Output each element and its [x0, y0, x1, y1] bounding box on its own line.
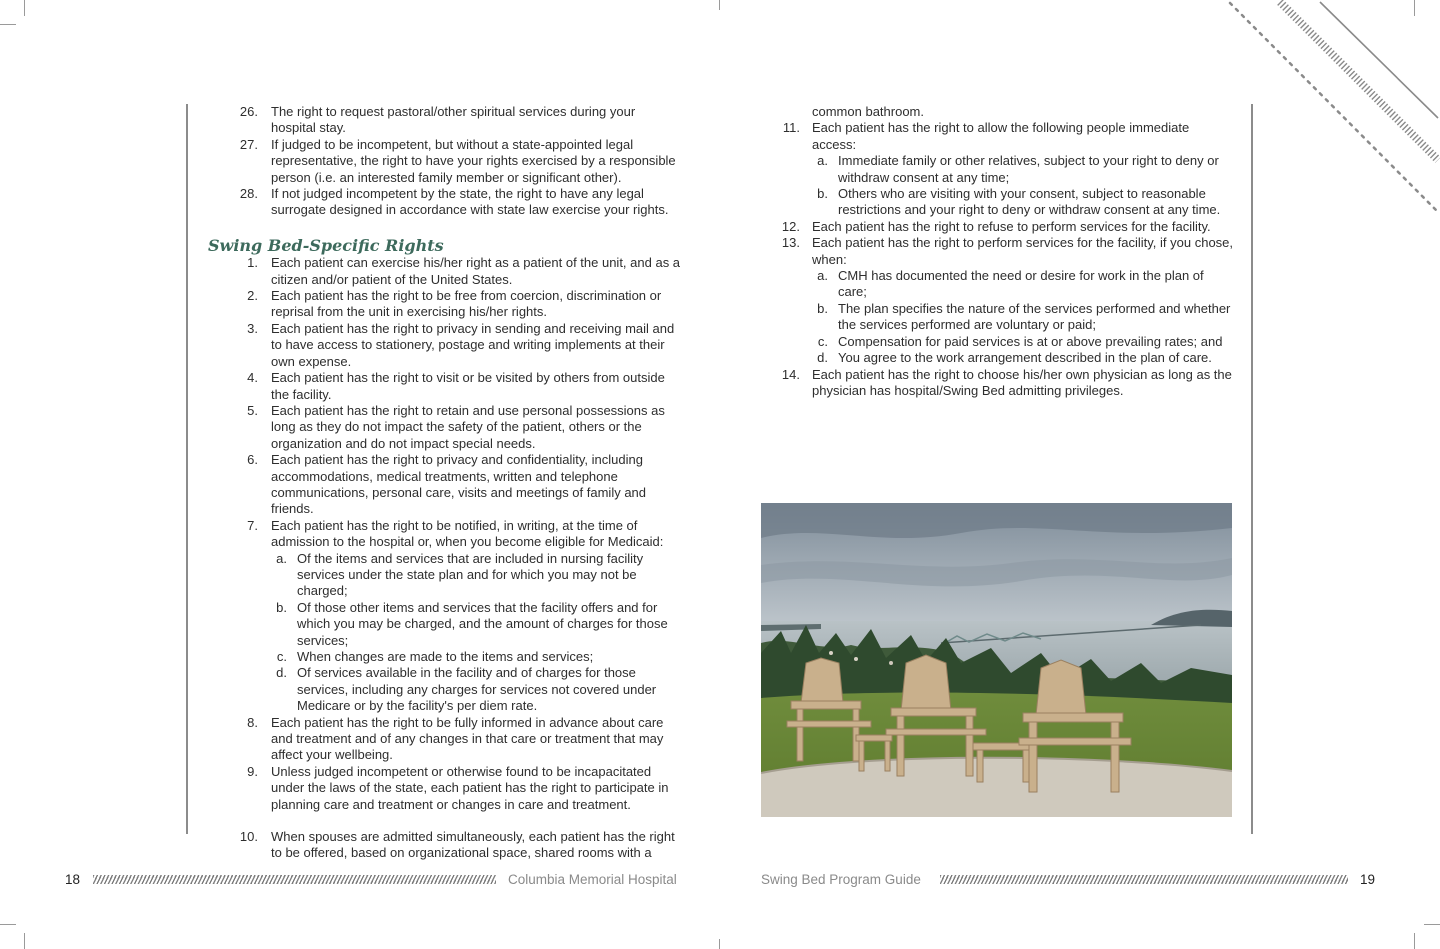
list-item: 12. Each patient has the right to refuse to perform services for the facility. [781, 218, 1211, 234]
footer-hatch-left [93, 875, 496, 884]
list-item: 6. Each patient has the right to privacy and confidentiality, including accommodations, medical treatments, written and telephone communications, personal care, visits and meetings of family and friends. [247, 452, 647, 517]
list-spacer [220, 813, 682, 829]
sub-list-item: a. Immediate family or other relatives, subject to your right to deny or withdraw consent at any time; [817, 153, 1219, 185]
crop-mark [719, 939, 720, 949]
section-title: Swing Bed-Specific Rights [208, 235, 444, 255]
left-margin-rule [186, 104, 188, 834]
list-item: 27. If judged to be incompetent, but without a state-appointed legal representative, the right to have your rights exercised by a responsible person (i.e. an interested family member or significant other). [239, 136, 676, 185]
sub-list-item: d. You agree to the work arrangement described in the plan of care. [817, 350, 1212, 366]
list-item: 5. Each patient has the right to retain and use personal possessions as long as they do not impact the safety of the patient, others or the organization and do not impact special needs. [247, 402, 665, 451]
list-item: 3. Each patient has the right to privacy in sending and receiving mail and to have access to stationery, postage and writing implements at their own expense. [247, 320, 675, 369]
sub-list-item: b. Others who are visiting with your consent, subject to reasonable restrictions and your right to deny or withdraw consent at any time. [817, 186, 1221, 218]
list-item: 14. Each patient has the right to choose his/her own physician as long as the physician has hospital/Swing Bed admitting privileges. [781, 366, 1232, 398]
swing-bed-rights-list-continued [774, 120, 1236, 399]
list-item: 1. Each patient can exercise his/her right as a patient of the unit, and as a citizen and/or patient of the United States. [247, 255, 681, 287]
crop-mark [24, 933, 25, 949]
crop-mark [1414, 933, 1415, 949]
sub-list-item: a. Of the items and services that are included in nursing facility services under the state plan and for which you may not be charged; [276, 550, 644, 599]
page-number-left: 18 [65, 872, 81, 887]
list-item: 11. Each patient has the right to allow the following people immediate access: a. Immediate family or other relatives, subject to your right to deny or withdraw consent at any time; b. Others who are visiting with your consent, subject to reasonable restrictions and your right to deny or withdraw consent at any time. [774, 120, 1236, 218]
landscape-photo [761, 503, 1232, 817]
page-number-right: 19 [1360, 872, 1376, 887]
sub-list-item: a. CMH has documented the need or desire for work in the plan of care; [817, 268, 1204, 300]
list-item: 10. When spouses are admitted simultaneously, each patient has the right to be offered, based on organizational space, shared rooms with a [239, 829, 675, 861]
footer-hatch-right [940, 875, 1348, 884]
sub-list-item: c. When changes are made to the items and services; [276, 649, 594, 664]
sub-list [271, 551, 682, 715]
list-item: 26. The right to request pastoral/other spiritual services during your hospital stay. [239, 104, 636, 136]
sub-list [812, 153, 1236, 219]
list-item: 7. Each patient has the right to be notified, in writing, at the time of admission to the hospital or, when you become eligible for Medicaid: a. Of the items and services that are included in nursing facility services under the state plan and for which you may not be charged; b. Of those other items and services that the facility offers and for which you may be charged, and the amount of charges for those services; c. When changes are made to the items and services; d. Of services available in the facility and of charges for those services, including any charges for services not covered under Medicare or by the facility's per diem rate. [220, 518, 682, 715]
sub-list-item: d. Of services available in the facility and of charges for those services, including any charges for services not covered under Medicare or by the facility's per diem rate. [276, 665, 657, 714]
footer-guide-title: Swing Bed Program Guide [761, 872, 921, 887]
corner-decoration [1220, 0, 1440, 215]
list-item: 2. Each patient has the right to be free from coercion, discrimination or reprisal from the unit in exercising his/her rights. [247, 288, 662, 320]
right-column [774, 104, 1236, 399]
crop-mark [0, 924, 16, 925]
sub-list-item: c. Compensation for paid services is at or above prevailing rates; and [817, 333, 1223, 349]
sub-list [812, 268, 1236, 366]
list-item: 9. Unless judged incompetent or otherwise found to be incapacitated under the laws of the state, each patient has the right to participate in planning care and treatment or changes in care and treatment. [247, 763, 669, 812]
sub-list-item: b. The plan specifies the nature of the services performed and whether the services performed are voluntary or paid; [817, 300, 1231, 333]
left-column [208, 104, 682, 862]
footer-hospital-name: Columbia Memorial Hospital [508, 872, 677, 887]
crop-mark [24, 0, 25, 16]
right-margin-rule [1251, 104, 1253, 834]
swing-bed-rights-list [220, 255, 682, 862]
rights-list-continued [220, 104, 682, 219]
list-item: 13. Each patient has the right to perform services for the facility, if you chose, when: a. CMH has documented the need or desire for work in the plan of care; b. The plan specifies the nature of the services performed and whether the services performed are voluntary or paid; c. Compensation for paid services is at or above prevailing rates; and d. You agree to the work arrangement described in the plan of care. [774, 235, 1236, 366]
sub-list-item: b. Of those other items and services that the facility offers and for which you may be charged, and the amount of charges for those services; [276, 599, 668, 648]
continued-text: common bathroom. [812, 104, 924, 119]
list-item: 8. Each patient has the right to be fully informed in advance about care and treatment and of any changes in that care or treatment that may affect your wellbeing. [247, 714, 664, 763]
list-item: 4. Each patient has the right to visit or be visited by others from outside the facility. [247, 370, 665, 402]
crop-mark [1424, 924, 1440, 925]
crop-mark [719, 0, 720, 10]
list-item: 28. If not judged incompetent by the state, the right to have any legal surrogate designed in accordance with state law exercise your rights. [239, 186, 669, 218]
crop-mark [0, 24, 16, 25]
